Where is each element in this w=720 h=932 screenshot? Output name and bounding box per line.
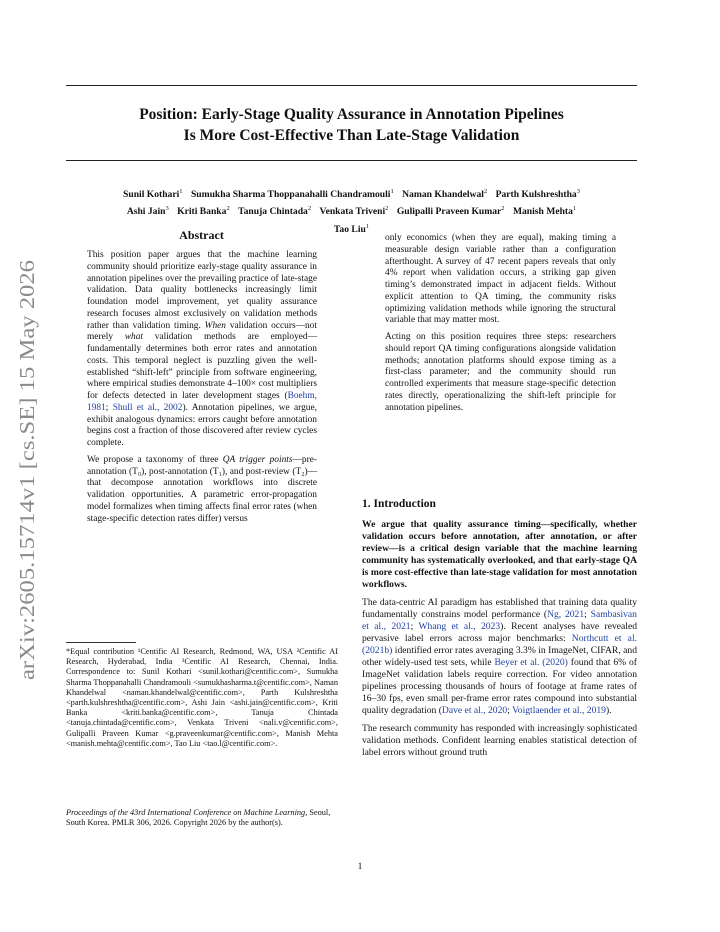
footnote-rule [66,642,136,643]
citation-link[interactable]: Northcutt et al. (2021b) [362,632,638,656]
author: Ashi Jain$^3$ [126,205,169,218]
intro-paragraph-3: The research community has responded with increasingly sophisticated validation methods. Confident learning enables statistical detection of label errors without ground truth [362,722,637,758]
author: Manish Mehta$^1$ [512,205,577,218]
author: Tao Liu$^1$ [333,222,370,235]
citation-link[interactable]: Whang et al., 2023 [418,620,501,632]
citation-link[interactable]: Shull et al., 2002 [112,402,183,413]
author: Parth Kulshreshtha$^3$ [495,188,580,201]
author-line-2 [66,202,637,219]
author: Kriti Banka$^2$ [177,205,230,218]
citation-link[interactable]: Beyer et al. (2020) [494,657,568,669]
citation-link[interactable]: Sambasivan et al., 2021 [362,608,637,632]
citation-link[interactable]: Ng, 2021 [547,608,585,620]
author: Tanuja Chintada$^2$ [238,205,312,218]
footnote: *Equal contribution ¹Centific AI Research, Redmond, WA, USA ²Centific AI Research, Hyderabad, India ³Centific AI Research, Chennai, India. Correspondence to: Sunil Kothari <sunil.kothari@centific.com>, Sumukha Sharma Thoppanahalli Chandramouli <sumukhasharma.t@centific.com>, Naman Khandelwal <naman.khandelwal@centific.com>, Parth Kulshreshtha <parth.kulshreshtha@centific.com>, Ashi Jain <ashi.jain@centific.com>, Kriti Banka <kriti.banka@centific.com>, Tanuja Chintada <tanuja.chintada@centific.com>, Venkata Triveni <nali.v@centific.com>, Gulipalli Praveen Kumar <g.praveenkumar@centific.com>, Manish Mehta <manish.mehta@centific.com>, Tao Liu <tao.l@centific.com>. [66,647,338,748]
abstract-left [87,250,317,530]
abstract-paragraph-4: Acting on this position requires three steps: researchers should report QA timing configurations alongside validation methods; annotation platforms should expose timing as a first-class parameter; and the community should run controlled experiments that measure stage-specific detection rates directly, operationalizing the shift-left principle for annotation pipelines. [385,332,616,413]
arxiv-stamp [4,255,44,685]
proceedings-note: Proceedings of the 43rd International Conference on Machine Learning, Seoul, South Korea. PMLR 306, 2026. Copyright 2026 by the author(s). [66,808,331,828]
abstract-paragraph-2: We propose a taxonomy of three QA trigger points—pre-annotation (T₀), post-annotation (T₁), and post-review (T₂)—that decompose annotation workflows into discrete validation opportunities. A parametric error-propagation model formalizes when timing affects final error rates (when stage-specific detection rates differ) versus [87,454,317,524]
citation-link[interactable]: Voigtlaender et al., 2019 [512,705,606,717]
title-line-1: Position: Early-Stage Quality Assurance in Annotation Pipelines [139,106,564,123]
citation-link[interactable]: Boehm, 1981 [87,391,317,413]
citation-link[interactable]: Dave et al., 2020 [441,705,508,717]
position-statement: We argue that quality assurance timing—specifically, whether validation occurs before annotation, after annotation, or after review—is a critical design variable that the machine learning community has systematically overlooked, and that early-stage QA is more cost-effective than late-stage validation for most annotation workflows. [362,519,637,591]
intro-paragraph-2: The data-centric AI paradigm has established that training data quality fundamentally constrains model performance (Ng, 2021; Sambasivan et al., 2021; Whang et al., 2023). Recent analyses have revealed pervasive label errors across major benchmarks: Northcutt et al. (2021b) identified error rates averaging 3.3% in ImageNet, CIFAR, and other widely-used test sets, while Beyer et al. (2020) found that 6% of ImageNet validation labels require correction. For video annotation pipelines processing thousands of hours of footage at frame rates of 16–30 fps, even small per-frame error rates compound into substantial quality degradation (Dave et al., 2020; Voigtlaender et al., 2019). [362,596,638,717]
author: Naman Khandelwal$^2$ [402,188,488,201]
title-line-2: Is More Cost-Effective Than Late-Stage Validation [183,127,520,144]
author-line-1 [66,185,637,202]
section-heading-introduction: 1. Introduction [362,498,436,510]
arxiv-stamp-text: arXiv:2605.15714v1 [cs.SE] 15 May 2026 [15,313,39,680]
abstract-right [385,233,616,419]
page-number: 1 [357,862,363,872]
abstract-heading: Abstract [179,228,224,242]
author: Sunil Kothari$^1$ [123,188,183,201]
author: Gulipalli Praveen Kumar$^2$ [396,205,505,218]
author: Sumukha Sharma Thoppanahalli Chandramouli$^1$ [190,188,394,201]
author: Venkata Triveni$^2$ [319,205,389,218]
abstract-paragraph-3: only economics (when they are equal), making timing a measurable design variable rather than a configuration afterthought. A survey of 47 recent papers reveals that only 4% report when validation occurs, a striking gap given timing’s demonstrated impact in adjacent fields. Without explicit attention to QA timing, the community risks optimizing validation methods while ignoring the structural variable that may matter most. [385,233,616,326]
title-rule-bottom [66,160,637,161]
paper-title [66,104,637,146]
title-rule-top [66,85,637,86]
introduction-body [362,519,637,764]
abstract-paragraph-1: This position paper argues that the machine learning community should prioritize early-stage quality assurance in annotation pipelines over the prevailing practice of late-stage validation. Data quality bottlenecks increasingly limit foundation model improvement, yet quality assurance research focuses almost exclusively on validation methods rather than validation timing. When validation occurs—not merely what validation methods are employed—fundamentally determines both error rates and annotation costs. This temporal neglect is puzzling given the well-established “shift-left” principle from software engineering, where empirical studies demonstrate 4–100× cost multipliers for defects detected in later development stages (Boehm, 1981; Shull et al., 2002). Annotation pipelines, we argue, exhibit analogous dynamics: errors caught before annotation begins cost a fraction of those discovered after review cycles complete. [87,250,317,448]
